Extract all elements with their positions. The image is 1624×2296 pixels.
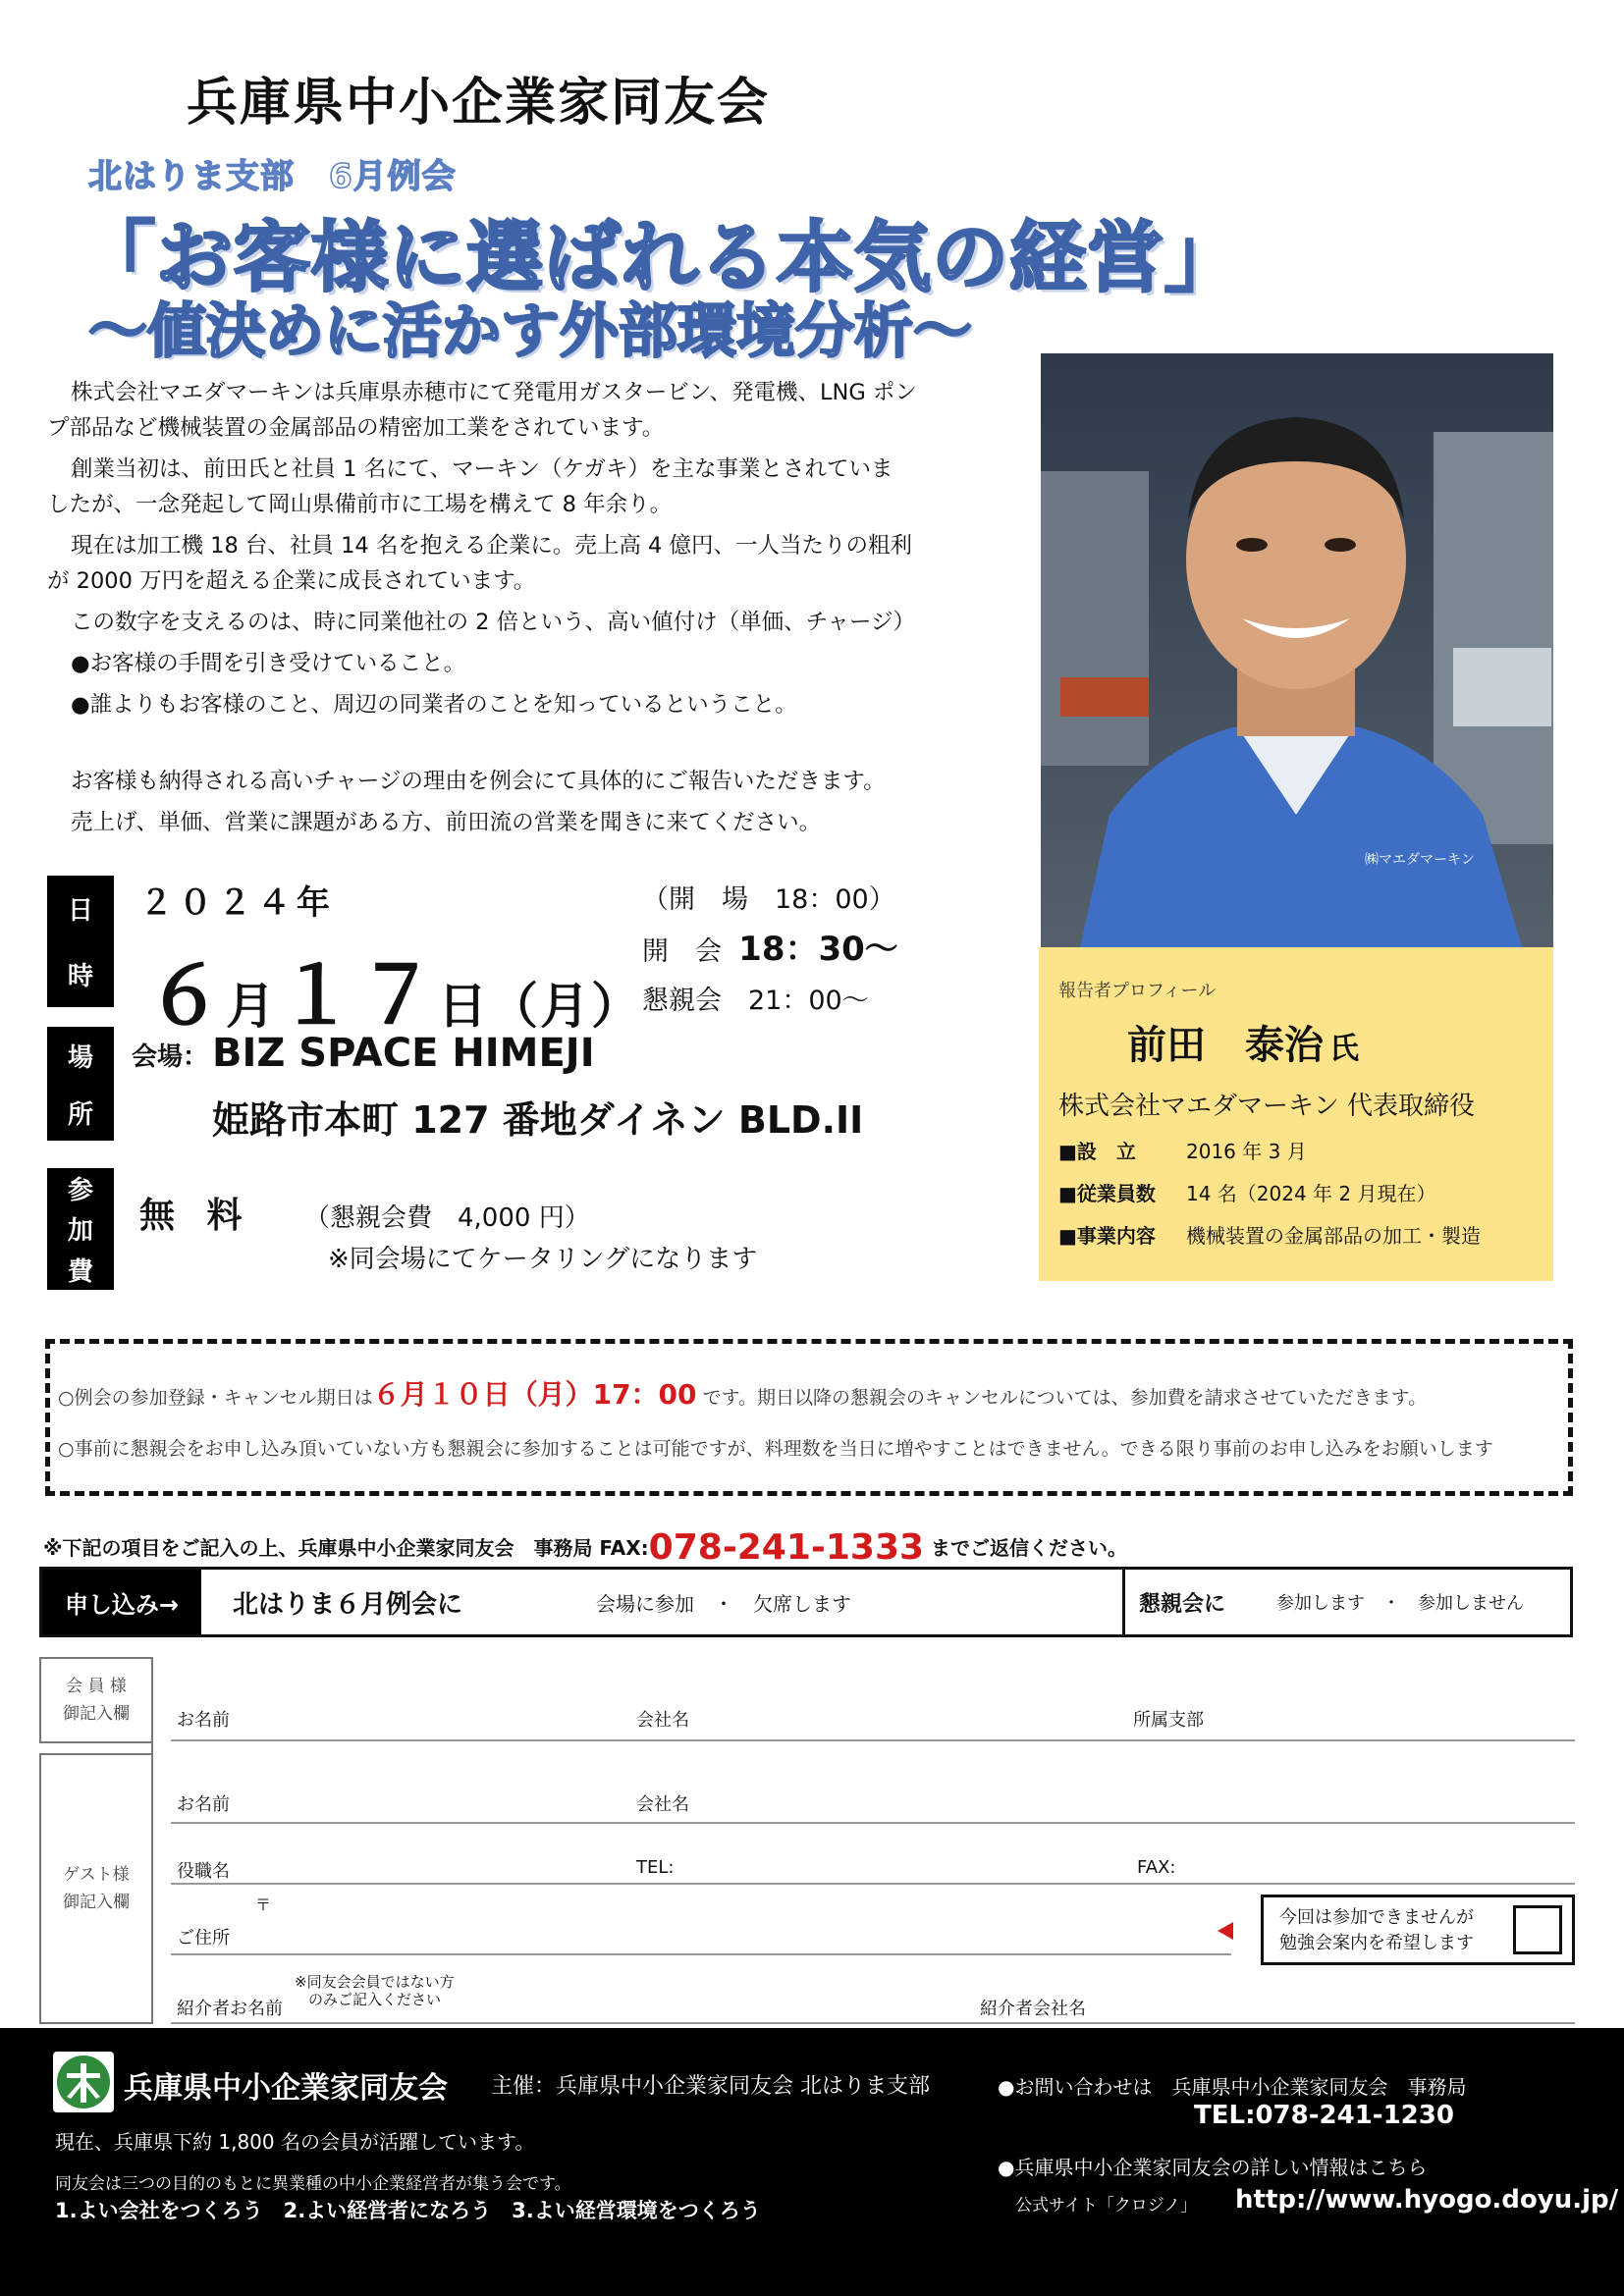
box-line: ゲスト様 (63, 1865, 130, 1885)
intro-line: お客様も納得される高いチャージの理由を例会にて具体的にご報告いただきます。 (71, 769, 886, 794)
branch-meeting-label: 北はりま支部 6月例会 (88, 157, 457, 196)
postal-mark: 〒 (255, 1896, 272, 1914)
event-date (145, 933, 642, 1045)
guest-name-field[interactable]: お名前 (177, 1794, 230, 1815)
start-row (642, 925, 898, 977)
wish-line: 今回は参加できませんが (1279, 1907, 1474, 1928)
start-time: 18：30～ (738, 930, 898, 969)
notice-box (45, 1339, 1573, 1496)
tag-char: 加 (67, 1216, 93, 1247)
intro-text (47, 375, 1000, 840)
party-fee: （懇親会費 4,000 円） (304, 1203, 590, 1233)
fax-text: までご返信ください。 (931, 1536, 1128, 1560)
apply-label: 申し込み→ (42, 1570, 201, 1634)
intro-bullet: ●お客様の手間を引き受けていること。 (71, 651, 466, 676)
party-choice[interactable]: 参加します ・ 参加しません (1276, 1593, 1524, 1614)
intro-line: 売上げ、単価、営業に課題がある方、前田流の営業を聞きに来てください。 (71, 810, 822, 835)
member-name-field[interactable]: お名前 (177, 1710, 230, 1731)
box-line: 会 員 様 (66, 1677, 127, 1696)
application-bar (39, 1567, 1573, 1637)
fee-tag (47, 1168, 114, 1290)
fax-text: ※下記の項目をご記入の上、兵庫県中小企業家同友会 事務局 FAX: (43, 1536, 649, 1560)
profile-row (1058, 1136, 1534, 1164)
guest-tel-field[interactable]: TEL: (636, 1857, 675, 1878)
venue-label: 会場： (132, 1042, 209, 1072)
fee-amount: 無 料 (139, 1196, 252, 1236)
footer-goals: 1.よい会社をつくろう 2.よい経営者になろう 3.よい経営環境をつくろう (55, 2199, 761, 2222)
speaker-profile (1039, 947, 1553, 1281)
intro-line: この数字を支えるのは、時に同業他社の 2 倍という、高い値付け（単価、チャージ） (71, 610, 915, 635)
speaker-company: 株式会社マエダマーキン 代表取締役 (1058, 1092, 1476, 1121)
pointer-arrow-icon (1218, 1922, 1233, 1940)
intro-bullet: ●誰よりもお客様のこと、周辺の同業者のことを知っているということ。 (71, 692, 797, 718)
speaker-honorific: 氏 (1329, 1032, 1359, 1066)
footer-org: 兵庫県中小企業家同友会 (124, 2071, 448, 2106)
venue-name: BIZ SPACE HIMEJI (212, 1031, 595, 1076)
tag-char: 所 (67, 1099, 93, 1130)
date-tag (47, 876, 114, 1007)
notice-line-1 (58, 1373, 1568, 1413)
organization-title: 兵庫県中小企業家同友会 (187, 74, 771, 133)
request-checkbox[interactable] (1513, 1905, 1562, 1954)
notice-text: ○例会の参加登録・キャンセル期日は (58, 1387, 373, 1409)
profile-row-value: 2016 年 3 月 (1186, 1140, 1307, 1163)
svg-text:㈱マエダマーキン: ㈱マエダマーキン (1365, 852, 1475, 868)
day-unit: 日 (438, 978, 489, 1035)
venue-address: 姫路市本町 127 番地ダイネン BLD.II (212, 1098, 864, 1142)
form-line (171, 2022, 1575, 2024)
event-day: １７ (277, 950, 438, 1041)
member-entry-label (39, 1657, 153, 1743)
profile-label: 報告者プロフィール (1058, 981, 1217, 1001)
footer-members: 現在、兵庫県下約 1,800 名の会員が活躍しています。 (55, 2130, 535, 2154)
form-line (171, 1953, 1231, 1955)
tag-char: 日 (67, 896, 93, 926)
party-label: 懇親会に (1139, 1591, 1226, 1617)
footer-tel[interactable]: TEL:078-241-1230 (1194, 2101, 1454, 2130)
form-divider (151, 1657, 153, 2024)
form-line (171, 1739, 1575, 1741)
introducer-name-field[interactable]: 紹介者お名前 (177, 1999, 283, 2019)
footer-contact: ●お問い合わせは 兵庫県中小企業家同友会 事務局 (998, 2075, 1467, 2099)
profile-row-value: 14 名（2024 年 2 月現在） (1186, 1182, 1436, 1205)
footer-host: 主催：兵庫県中小企業家同友会 北はりま支部 (491, 2074, 930, 2099)
footer-site-label: 公式サイト「クロジノ」 (1015, 2196, 1198, 2216)
party-time: 懇親会 21：00～ (642, 986, 869, 1016)
profile-row-key: ■従業員数 (1058, 1182, 1156, 1205)
wish-line: 勉強会案内を希望します (1279, 1933, 1474, 1953)
event-title: 「お客様に選ばれる本気の経営」 (79, 214, 1243, 302)
notice-line-2: ○事前に懇親会をお申し込み頂いていない方も懇親会に参加することは可能ですが、料理数を当日に増やすことはできません。できる限り事前のお申し込みをお願いします (58, 1438, 1493, 1460)
event-month: ６ (145, 950, 226, 1041)
tag-char: 時 (67, 962, 93, 991)
tag-char: 場 (67, 1042, 93, 1073)
form-line (171, 1822, 1575, 1824)
tag-char: 参 (67, 1176, 93, 1206)
intro-line: したが、一念発起して岡山県備前市に工場を構えて 8 年余り。 (47, 492, 673, 517)
speaker-name (1127, 1014, 1534, 1070)
form-line (171, 1883, 1575, 1885)
intro-line: が 2000 万円を超える企業に成長されています。 (47, 568, 536, 594)
speaker-name-text: 前田 泰治 (1127, 1023, 1324, 1068)
event-year: ２０２４年 (139, 883, 336, 923)
profile-row-key: ■事業内容 (1058, 1224, 1156, 1248)
start-label: 開 会 (642, 936, 722, 967)
intro-line: 現在は加工機 18 台、社員 14 名を抱える企業に。売上高 4 億円、一人当たりの粗利 (71, 533, 912, 559)
intro-line: 創業当初は、前田氏と社員 1 名にて、マーキン（ケガキ）を主な事業とされていま (71, 456, 893, 482)
venue-tag (47, 1027, 114, 1141)
intro-line: プ部品など機械装置の金属部品の精密加工業をされています。 (47, 415, 665, 441)
introducer-company-field[interactable]: 紹介者会社名 (980, 1999, 1086, 2019)
notice-text: です。期日以降の懇親会のキャンセルについては、参加費を請求させていただきます。 (702, 1387, 1428, 1409)
profile-row-value: 機械装置の金属部品の加工・製造 (1186, 1224, 1481, 1248)
event-subtitle: ～値決めに活かす外部環境分析～ (88, 297, 972, 366)
fax-instruction (43, 1527, 1127, 1568)
apply-event: 北はりま６月例会に (233, 1589, 463, 1620)
guest-company-field[interactable]: 会社名 (636, 1794, 689, 1815)
member-company-field[interactable]: 会社名 (636, 1710, 689, 1731)
profile-row (1058, 1178, 1534, 1206)
divider (1122, 1570, 1125, 1634)
deadline: ６月１０日（月）17：00 (372, 1378, 697, 1411)
attendance-choice[interactable]: 会場に参加 ・ 欠席します (596, 1591, 851, 1616)
open-time: （開 場 18：00） (642, 884, 895, 915)
box-line: 御記入欄 (63, 1704, 130, 1724)
footer-info: ●兵庫県中小企業家同友会の詳しい情報はこちら (998, 2156, 1428, 2179)
footer-purpose: 同友会は三つの目的のもとに異業種の中小企業経営者が集う会です。 (55, 2174, 571, 2194)
note-line: のみご記入ください (308, 1991, 442, 2008)
fax-number: 078-241-1333 (648, 1527, 925, 1568)
catering-note: ※同会場にてケータリングになります (328, 1245, 758, 1274)
study-info-request[interactable] (1261, 1895, 1575, 1965)
event-times (642, 876, 898, 1026)
footer-url-link[interactable]: http://www.hyogo.doyu.jp/ (1235, 2185, 1619, 2215)
box-line: 御記入欄 (63, 1893, 130, 1912)
doyukai-logo-icon (53, 2052, 114, 2112)
profile-row-key: ■設 立 (1058, 1140, 1136, 1163)
event-weekday: （月） (489, 978, 642, 1035)
speaker-photo (1041, 353, 1553, 947)
introducer-note (295, 1973, 455, 2008)
member-branch-field[interactable]: 所属支部 (1133, 1710, 1204, 1731)
guest-entry-label (39, 1753, 153, 2024)
guest-fax-field[interactable]: FAX: (1137, 1857, 1176, 1878)
profile-row (1058, 1220, 1534, 1249)
month-unit: 月 (226, 978, 277, 1035)
guest-title-field[interactable]: 役職名 (177, 1861, 230, 1882)
intro-line: 株式会社マエダマーキンは兵庫県赤穂市にて発電用ガスタービン、発電機、LNG ポン (71, 380, 917, 405)
guest-address-field[interactable]: ご住所 (177, 1928, 230, 1949)
tag-char: 費 (67, 1256, 93, 1287)
note-line: ※同友会会員ではない方 (295, 1973, 455, 1991)
